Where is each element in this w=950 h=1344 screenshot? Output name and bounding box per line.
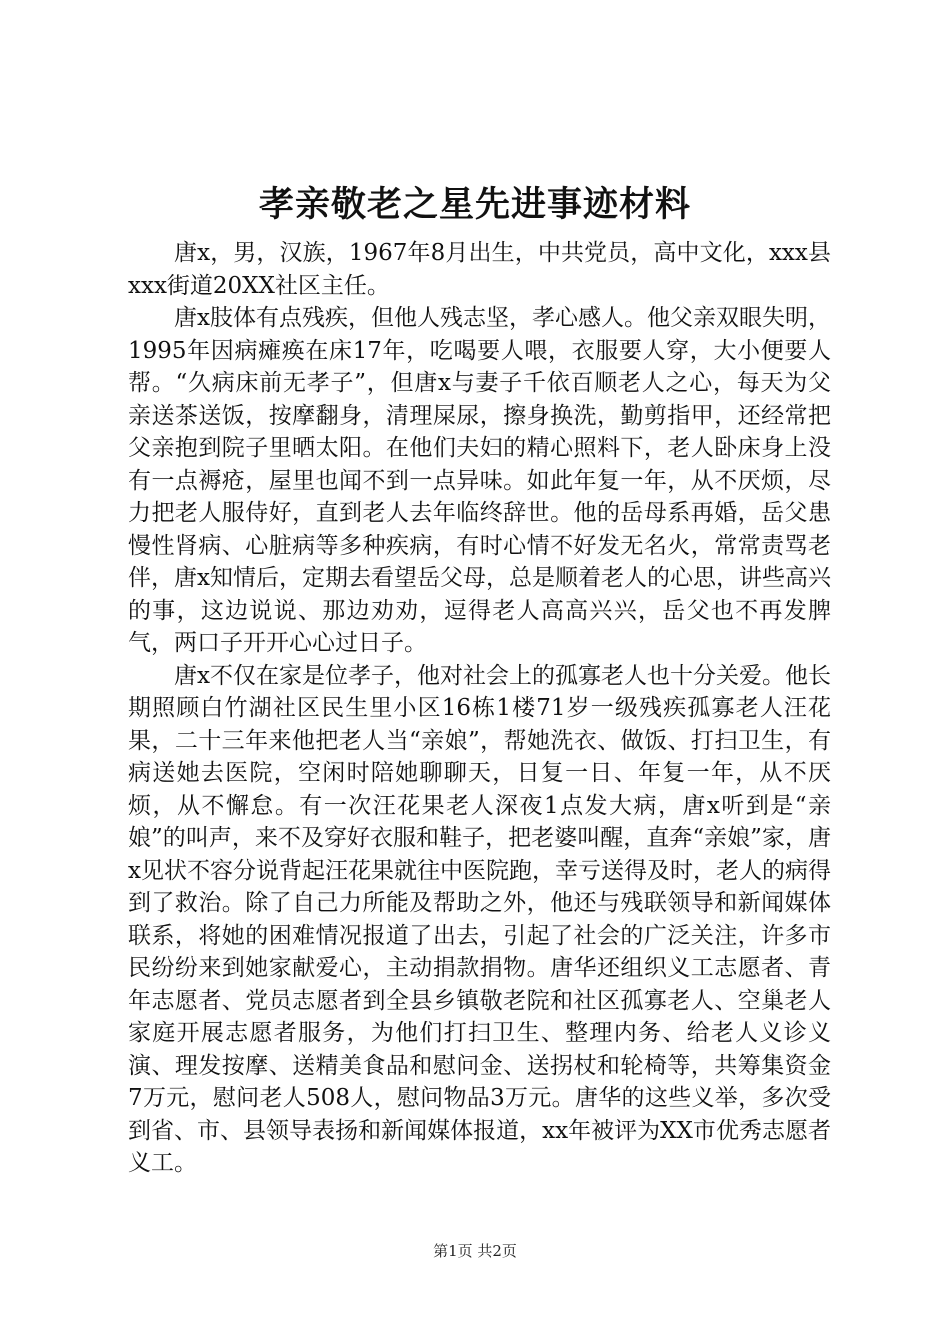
document-title: 孝亲敬老之星先进事迹材料 — [258, 184, 691, 225]
paragraph-family-care: 唐x肢体有点残疾，但他人残志坚，孝心感人。他父亲双眼失明，1995年因病瘫痪在床17年，吃喝要人喂，衣服要人穿，大小便要人帮。“久病床前无孝子”，但唐x与妻子千依百顺老人之心，每天为父亲送茶送饭，按摩翻身，清理屎尿，擦身换洗，勤剪指甲，还经常把父亲抱到院子里晒太阳。在他们夫妇的精心照料下，老人卧床身上没有一点褥疮，屋里也闻不到一点异味。如此年复一年，从不厌烦，尽力把老人服侍好，直到老人去年临终辞世。他的岳母系再婚，岳父患慢性肾病、心脏病等多种疾病，有时心情不好发无名火，常常责骂老伴，唐x知情后，定期去看望岳父母，总是顺着老人的心思，讲些高兴的事，这边说说、那边劝劝，逗得老人高高兴兴，岳父也不再发脾气，两口子开开心心过日子。 — [128, 305, 831, 656]
paragraph-community-care: 唐x不仅在家是位孝子，他对社会上的孤寡老人也十分关爱。他长期照顾白竹湖社区民生里小区16栋1楼71岁一级残疾孤寡老人汪花果，二十三年来他把老人当“亲娘”，帮她洗衣、做饭、打扫卫生，有病送她去医院，空闲时陪她聊聊天，日复一日、年复一年，从不厌烦，从不懈怠。有一次汪花果老人深夜1点发大病，唐x听到是“亲娘”的叫声，来不及穿好衣服和鞋子，把老婆叫醒，直奔“亲娘”家，唐x见状不容分说背起汪花果就往中医院跑，幸亏送得及时，老人的病得到了救治。除了自己力所能及帮助之外，他还与残联领导和新闻媒体联系，将她的困难情况报道了出去，引起了社会的广泛关注，许多市民纷纷来到她家献爱心，主动捐款捐物。唐华还组织义工志愿者、青年志愿者、党员志愿者到全县乡镇敬老院和社区孤寡老人、空巢老人家庭开展志愿者服务，为他们打扫卫生、整理内务、给老人义诊义演、理发按摩、送精美食品和慰问金、送拐杖和轮椅等，共筹集资金7万元，慰问老人508人，慰问物品3万元。唐华的这些义举，多次受到省、市、县领导表扬和新闻媒体报道，xx年被评为XX市优秀志愿者义工。 — [128, 662, 831, 1176]
page-footer — [0, 1240, 950, 1261]
paragraph-intro: 唐x，男，汉族，1967年8月出生，中共党员，高中文化，xxx县xxx街道20XX社区主任。 — [128, 240, 831, 299]
page-number: 第1页 — [433, 1242, 473, 1260]
document-body — [128, 237, 831, 1180]
page-total: 共2页 — [477, 1242, 517, 1260]
